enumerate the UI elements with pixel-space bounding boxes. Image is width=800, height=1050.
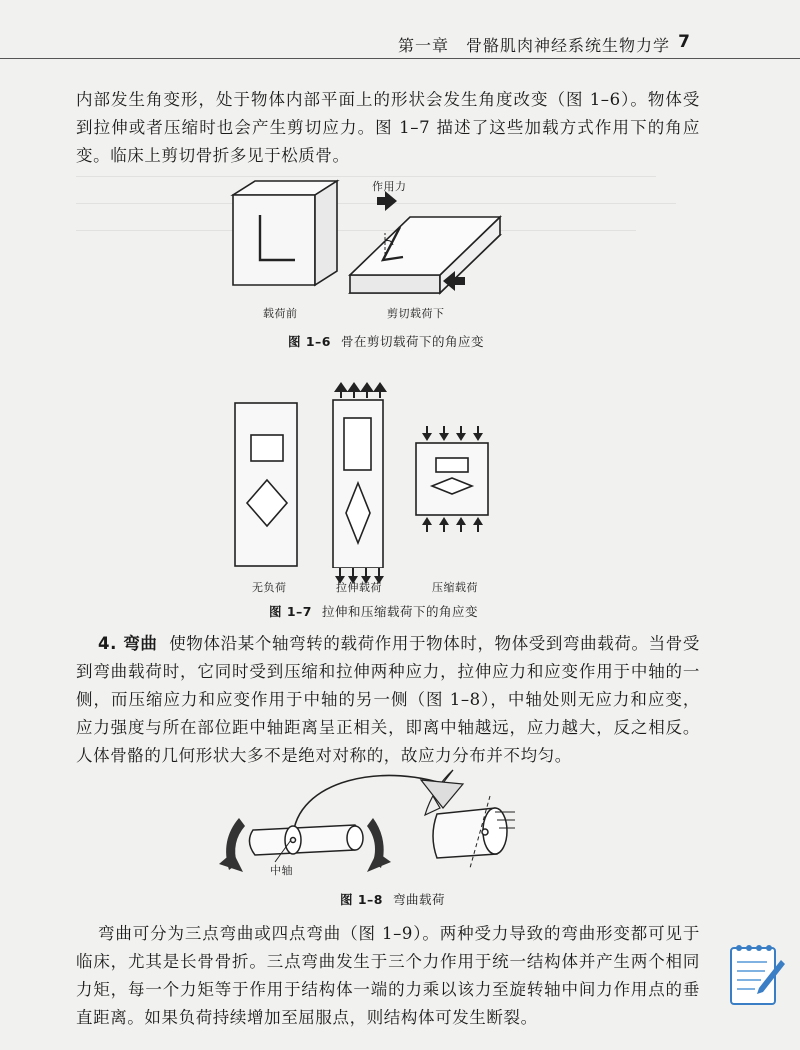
tension-specimen [333, 400, 383, 568]
figure-1-6 [225, 175, 525, 320]
figure-1-8-caption: 图 1–8 弯曲载荷 [340, 892, 446, 907]
figure-1-6-caption: 图 1–6 骨在剪切载荷下的角应变 [288, 334, 485, 349]
compression-specimen [416, 443, 488, 515]
label-applied-force: 作用力 [372, 180, 407, 193]
compression-arrows-bottom [422, 517, 483, 532]
tension-arrows-top [334, 382, 387, 398]
figure-1-8 [215, 760, 535, 875]
cross-section [433, 796, 515, 868]
running-header: 第一章 骨骼肌肉神经系统生物力学 [397, 36, 670, 55]
notes-icon[interactable] [725, 940, 787, 1008]
label-compression: 压缩载荷 [432, 581, 478, 594]
paragraph-three-four-point: 弯曲可分为三点弯曲或四点弯曲（图 1–9）。两种受力导致的弯曲形变都可见于临床，尤其是长骨骨折。三点弯曲发生于三个力作用于统一结构体并产生两个相同力矩，每一个力矩等于作用于结构体一端的力乘以该力至旋转轴中间力作用点的垂直距离。如果负荷持续增加至屈服点，则结构体可发生断裂。 [76, 924, 700, 1027]
page-number: 7 [678, 32, 690, 52]
page-header [0, 0, 800, 59]
label-before-load: 载荷前 [263, 307, 298, 320]
compression-arrows-top [422, 426, 483, 441]
sheared-box [350, 217, 500, 293]
paragraph-bending: 4. 弯曲 使物体沿某个轴弯转的载荷作用于物体时，物体受到弯曲载荷。当骨受到弯曲载荷时，它同时受到压缩和拉伸两种应力，拉伸应力和应变作用于中轴的一侧，而压缩应力和应变作用于中轴的另一侧（图 1–8），中轴处则无应力和应变，应力强度与所在部位距中轴距离呈正相关，即离中轴越远，应力越大，反之相反。人体骨骼的几何形状大多不是绝对对称的，故应力分布并不均匀。 [76, 634, 700, 765]
no-load-specimen [235, 403, 297, 566]
figure-1-7 [230, 378, 520, 568]
label-under-shear: 剪切载荷下 [387, 307, 445, 320]
shear-force-arrow-top [377, 191, 397, 211]
label-tension: 拉伸载荷 [336, 581, 382, 594]
figure-1-7-caption: 图 1–7 拉伸和压缩载荷下的角应变 [269, 604, 479, 619]
bone-shaft [249, 825, 363, 862]
paragraph-shear: 内部发生角变形，处于物体内部平面上的形状会发生角度改变（图 1–6）。物体受到拉伸或者压缩时也会产生剪切应力。图 1–7 描述了这些加载方式作用下的角应变。临床上剪切骨折多见于松质骨。 [76, 90, 700, 165]
unloaded-box [233, 181, 337, 285]
label-neutral-axis: 中轴 [270, 864, 293, 877]
section-heading-bending: 4. 弯曲 [98, 634, 158, 653]
label-no-load: 无负荷 [252, 581, 287, 594]
